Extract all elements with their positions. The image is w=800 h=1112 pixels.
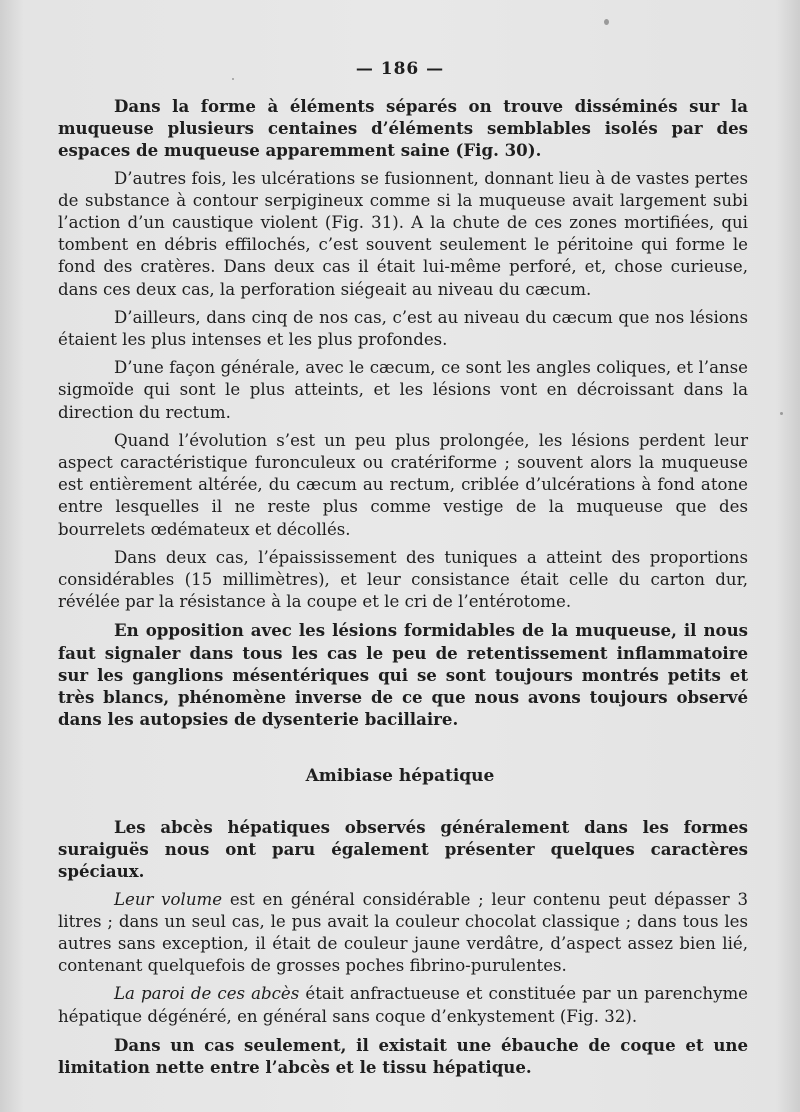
page-number: — 186 —: [355, 59, 445, 79]
paragraph-10-rest: était anfractueuse et constituée par un parenchyme hépatique dégénéré, en général sans coque d’enkystement (Fig. 32).: [58, 984, 748, 1026]
body-text-top: [58, 95, 748, 736]
paragraph-6: Dans deux cas, l’épaississement des tuniques a atteint des proportions considérables (15 millimètres), et leur consistance était celle du carton dur, révélée par la résistance à la coupe et le cri de l’entérotome.: [58, 547, 748, 612]
paragraph-4: D’une façon générale, avec le cæcum, ce sont les angles coliques, et l’anse sigmoïde qui sont le plus atteints, et les lésions vont en décroissant dans la direction du rectum.: [58, 358, 748, 422]
paragraph-11: Dans un cas seulement, il existait une ébauche de coque et une limitation nette entre l’abcès et le tissu hépatique.: [58, 1034, 748, 1078]
section-heading: Amibiase hépatique: [305, 766, 495, 786]
paragraph-10: [58, 983, 748, 1027]
paragraph-9-rest: est en général considérable ; leur contenu peut dépasser 3 litres ; dans un seul cas, le pus avait la couleur chocolat classique ; dans tous les autres sans exception, il était de couleur jaune verdâtre, d’aspect assez bien lié, contenant quelquefois de grosses poches fibrino-purulentes.: [58, 889, 749, 976]
paragraph-1: Dans la forme à éléments séparés on trouve disséminés sur la muqueuse plusieurs centaines d’éléments semblables isolés par des espaces de muqueuse apparemment saine (Fig. 30).: [58, 96, 748, 161]
paragraph-7: En opposition avec les lésions formidables de la muqueuse, il nous faut signaler dans tous les cas le peu de retentissement inflammatoire sur les ganglions mésentériques qui se sont toujours montrés petits et très blancs, phénomène inverse de ce que nous avons toujours observé dans les autopsies de dysenterie bacillaire.: [58, 620, 748, 730]
paragraph-9-italic-lead: Leur volume: [114, 889, 223, 909]
paragraph-2: D’autres fois, les ulcérations se fusionnent, donnant lieu à de vastes pertes de substance à contour serpigineux comme si la muqueuse avait largement subi l’action d’un caustique violent (Fig. 31). A la chute de ces zones mortifiées, qui tombent en débris effilochés, c’est souvent seulement le péritoine qui forme le fond des cratères. Dans deux cas il était lui-même perforé, et, chose curieuse, dans ces deux cas, la perforation siégeait au niveau du cæcum.: [58, 168, 748, 299]
paragraph-8: Les abcès hépatiques observés généralement dans les formes suraiguës nous ont paru également présenter quelques caractères spéciaux.: [58, 817, 748, 882]
paragraph-5: Quand l’évolution s’est un peu plus prolongée, les lésions perdent leur aspect caractéristique furonculeux ou cratériforme ; souvent alors la muqueuse est entièrement altérée, du cæcum au rectum, criblée d’ulcérations à fond atone entre lesquelles il ne reste plus comme vestige de la muqueuse que des bourrelets œdémateux et décollés.: [58, 430, 748, 539]
paragraph-3: D’ailleurs, dans cinq de nos cas, c’est au niveau du cæcum que nos lésions étaient les plus intenses et les plus profondes.: [58, 307, 748, 350]
paragraph-9: [58, 889, 748, 978]
paragraph-10-italic-lead: La paroi de ces abcès: [114, 984, 300, 1004]
paper-speck: [232, 78, 234, 80]
body-text-bottom: [58, 816, 748, 1084]
paper-speck: [604, 19, 609, 25]
paper-speck: [780, 412, 783, 415]
